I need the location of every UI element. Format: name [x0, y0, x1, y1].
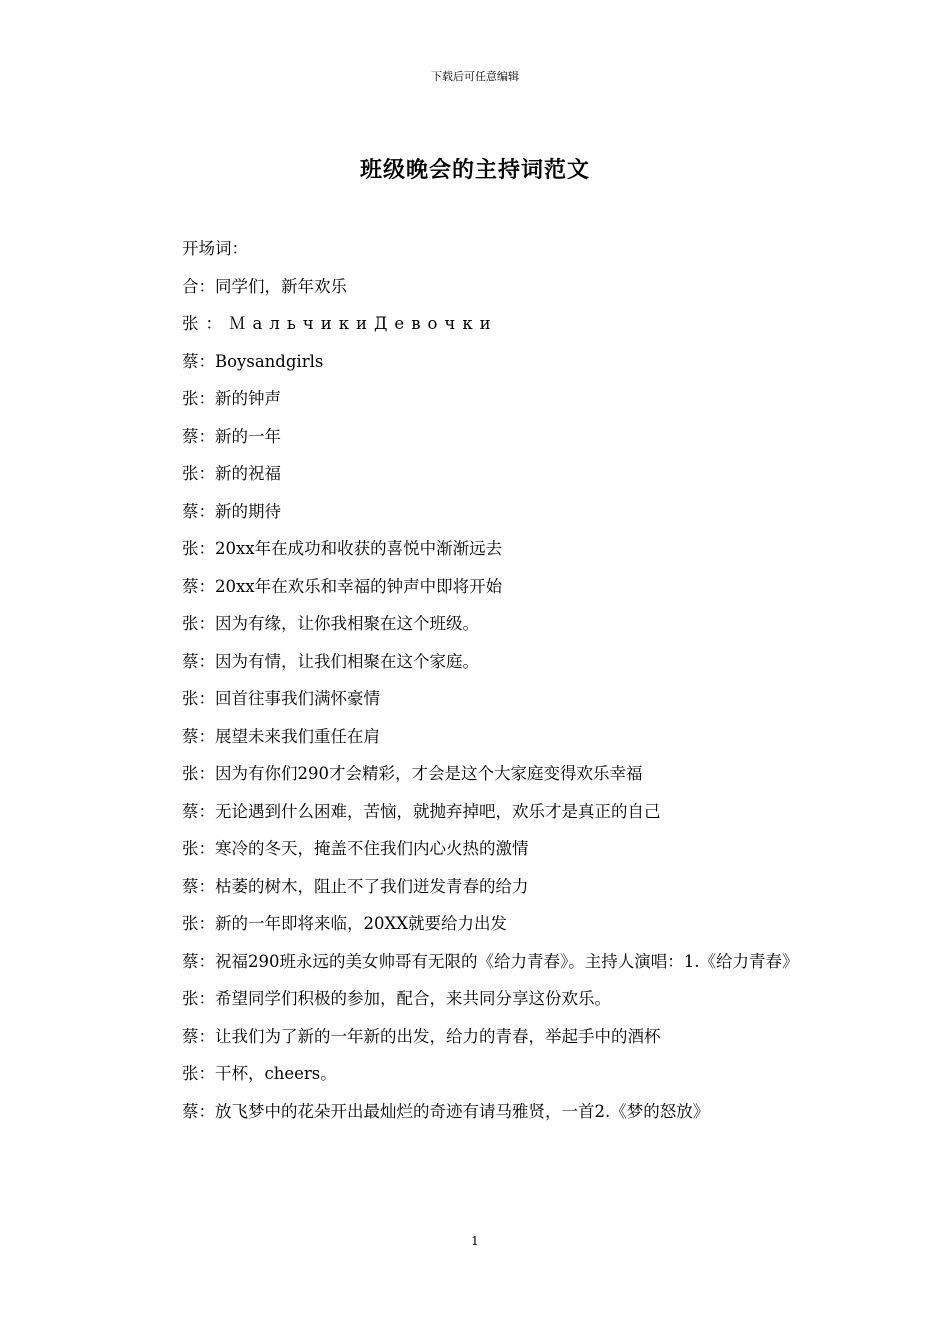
- paragraph-line: 蔡：Boysandgirls: [182, 351, 324, 371]
- paragraph-line: 蔡：新的期待: [182, 501, 281, 521]
- paragraph-line-wrapped: 蔡：祝福290班永远的美女帅哥有无限的《给力青春》。主持人演唱：1.《给力青春》: [182, 951, 799, 971]
- paragraph-line: 张：因为有你们290才会精彩，才会是这个大家庭变得欢乐幸福: [182, 764, 643, 783]
- paragraph-line: 蔡：展望未来我们重任在肩: [182, 726, 380, 746]
- paragraph-line: 蔡：20xx年在欢乐和幸福的钟声中即将开始: [182, 576, 503, 596]
- paragraph-line: 蔡：无论遇到什么困难，苦恼，就抛弃掉吧，欢乐才是真正的自己: [182, 801, 661, 821]
- paragraph-line: 蔡：让我们为了新的一年新的出发，给力的青春，举起手中的酒杯: [182, 1026, 661, 1046]
- paragraph-line: 蔡：新的一年: [182, 426, 281, 446]
- paragraph-line: 张：干杯，cheers。: [182, 1064, 337, 1083]
- paragraph-line: 蔡：放飞梦中的花朵开出最灿烂的奇迹有请马雅贤，一首2.《梦的怒放》: [182, 1101, 710, 1121]
- document-title: 班级晚会的主持词范文: [359, 157, 590, 183]
- paragraph-line: 张：新的祝福: [182, 464, 281, 483]
- paragraph-line: 开场词：: [182, 239, 248, 258]
- paragraph-line: 张：因为有缘，让你我相聚在这个班级。: [182, 614, 479, 633]
- paragraph-line: 张：20xx年在成功和收获的喜悦中渐渐远去: [182, 539, 503, 558]
- paragraph-line: 张：回首往事我们满怀豪情: [182, 689, 380, 708]
- paragraph-line: 合：同学们，新年欢乐: [182, 276, 347, 296]
- page-number: 1: [471, 1234, 479, 1248]
- paragraph-line: 张：新的一年即将来临，20XX就要给力出发: [182, 914, 507, 933]
- header-note: 下载后可任意编辑: [431, 70, 519, 83]
- paragraph-line: 蔡：因为有情，让我们相聚在这个家庭。: [182, 651, 479, 671]
- paragraph-line: 蔡：枯萎的树木，阻止不了我们迸发青春的给力: [182, 876, 529, 896]
- paragraph-line: 张：ＭальчикиДевочки: [182, 314, 498, 333]
- paragraph-line: 张：希望同学们积极的参加，配合，来共同分享这份欢乐。: [182, 989, 611, 1008]
- document-body: [145, 230, 805, 1130]
- paragraph-line: 张：新的钟声: [182, 389, 281, 408]
- paragraph-line: 张：寒冷的冬天，掩盖不住我们内心火热的激情: [182, 839, 529, 858]
